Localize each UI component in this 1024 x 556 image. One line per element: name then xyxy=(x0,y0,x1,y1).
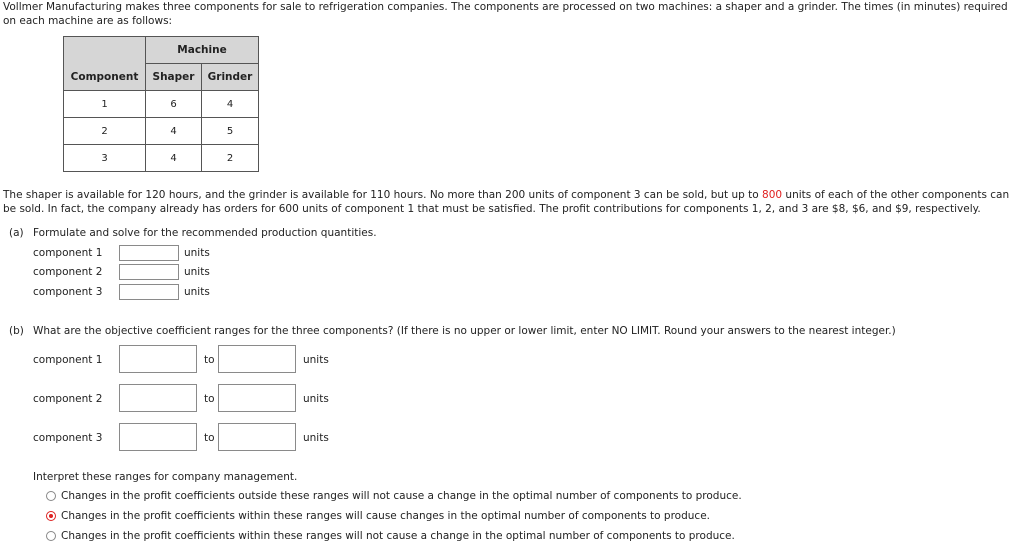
part-b-unit: units xyxy=(303,432,329,444)
part-a-unit: units xyxy=(184,286,210,298)
interpret-prompt: Interpret these ranges for company management. xyxy=(33,471,298,483)
interpret-option-3-radio[interactable] xyxy=(46,531,56,541)
table-cell: 6 xyxy=(146,91,202,118)
table-row xyxy=(64,118,259,145)
problem-paragraph xyxy=(3,188,1021,216)
table-row xyxy=(64,145,259,172)
part-b-component-1-lower-input[interactable] xyxy=(119,345,197,373)
interpret-option-1-radio[interactable] xyxy=(46,491,56,501)
machine-group-header: Machine xyxy=(146,37,259,64)
table-corner-cell xyxy=(64,37,146,64)
part-b-unit: units xyxy=(303,393,329,405)
part-a-unit: units xyxy=(184,247,210,259)
table-cell: 3 xyxy=(64,145,146,172)
part-b-component-3-label: component 3 xyxy=(33,432,103,444)
paragraph-part1: The shaper is available for 120 hours, and the grinder is available for 110 hours. No more than 200 units of component 3 can be sold, but up to xyxy=(3,189,763,201)
part-b-label: (b) xyxy=(9,325,24,337)
table-cell: 4 xyxy=(146,145,202,172)
paragraph-part2: units of each of the other components can be sold. In fact, the company already has orders for 600 units of component 1 that must be satisfied. The profit contributions for components 1, 2, and 3 are $8, $6, and $9, respectively. xyxy=(3,189,1010,215)
part-a-component-3-label: component 3 xyxy=(33,286,103,298)
part-b-component-3-upper-input[interactable] xyxy=(218,423,296,451)
table-cell: 5 xyxy=(202,118,259,145)
column-header-shaper: Shaper xyxy=(146,64,202,91)
table-cell: 2 xyxy=(202,145,259,172)
part-b-component-1-label: component 1 xyxy=(33,354,103,366)
column-header-grinder: Grinder xyxy=(202,64,259,91)
table-cell: 2 xyxy=(64,118,146,145)
to-label: to xyxy=(204,393,215,405)
machine-times-table xyxy=(63,36,259,172)
part-a-component-2-label: component 2 xyxy=(33,266,103,278)
part-a-label: (a) xyxy=(9,227,24,239)
interpret-option-1-text: Changes in the profit coefficients outside these ranges will not cause a change in the optimal number of components to produce. xyxy=(61,490,742,502)
table-row xyxy=(64,91,259,118)
part-b-component-2-label: component 2 xyxy=(33,393,103,405)
part-a-component-1-input[interactable] xyxy=(119,245,179,261)
part-a-unit: units xyxy=(184,266,210,278)
part-b-unit: units xyxy=(303,354,329,366)
highlight-number: 800 xyxy=(762,189,783,201)
table-cell: 1 xyxy=(64,91,146,118)
part-a-component-2-input[interactable] xyxy=(119,264,179,280)
interpret-option-2-radio[interactable] xyxy=(46,511,56,521)
part-b-component-1-upper-input[interactable] xyxy=(218,345,296,373)
part-a-component-1-label: component 1 xyxy=(33,247,103,259)
column-header-component: Component xyxy=(64,64,146,91)
table-cell: 4 xyxy=(202,91,259,118)
to-label: to xyxy=(204,354,215,366)
part-a-component-3-input[interactable] xyxy=(119,284,179,300)
table-cell: 4 xyxy=(146,118,202,145)
part-b-question: What are the objective coefficient ranges for the three components? (If there is no upper or lower limit, enter NO LIMIT. Round your answers to the nearest integer.) xyxy=(33,325,896,337)
part-b-component-3-lower-input[interactable] xyxy=(119,423,197,451)
part-a-question: Formulate and solve for the recommended production quantities. xyxy=(33,227,377,239)
part-b-component-2-lower-input[interactable] xyxy=(119,384,197,412)
intro-text: Vollmer Manufacturing makes three components for sale to refrigeration companies. The components are processed on two machines: a shaper and a grinder. The times (in minutes) required on each machine are as follows: xyxy=(3,1,1008,27)
interpret-option-2-text: Changes in the profit coefficients within these ranges will cause changes in the optimal number of components to produce. xyxy=(61,510,711,522)
to-label: to xyxy=(204,432,215,444)
interpret-option-3-text: Changes in the profit coefficients within these ranges will not cause a change in the optimal number of components to produce. xyxy=(61,530,735,542)
part-b-component-2-upper-input[interactable] xyxy=(218,384,296,412)
